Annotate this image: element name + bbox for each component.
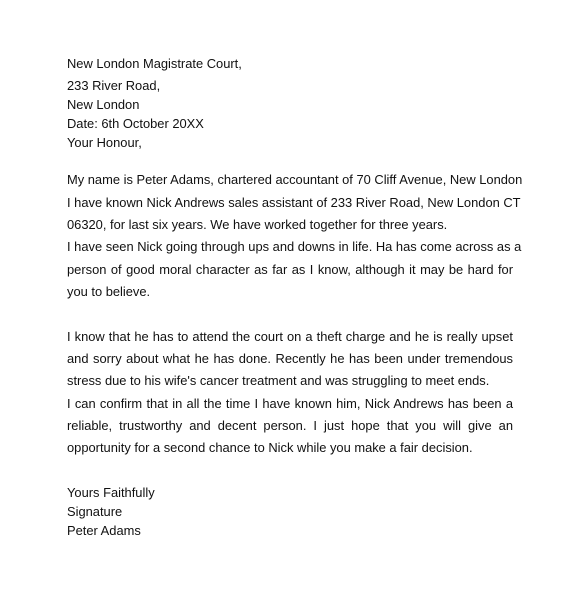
court-name: New London Magistrate Court,	[67, 56, 242, 71]
letter-date: Date: 6th October 20XX	[67, 116, 204, 131]
sender-name: Peter Adams	[67, 523, 141, 538]
paragraph-line: you to believe.	[67, 284, 151, 299]
paragraph-line: I know that he has to attend the court on a theft charge and he is really upset	[67, 329, 513, 344]
court-city: New London	[67, 97, 140, 112]
paragraph-line: I can confirm that in all the time I have known him, Nick Andrews has been a	[67, 396, 513, 411]
paragraph-line: person of good moral character as far as I know, although it may be hard for	[67, 262, 513, 277]
salutation: Your Honour,	[67, 135, 142, 150]
paragraph-line: I have known Nick Andrews sales assistant of 233 River Road, New London CT	[67, 195, 521, 210]
paragraph-line: stress due to his wife's cancer treatment and was struggling to meet ends.	[67, 373, 490, 388]
paragraph-line: and sorry about what he has done. Recently he has been under tremendous	[67, 351, 513, 366]
paragraph-line: I have seen Nick going through ups and downs in life. Ha has come across as a	[67, 239, 522, 254]
signature-label: Signature	[67, 504, 123, 519]
paragraph-line: reliable, trustworthy and decent person. I just hope that you will give an	[67, 418, 513, 433]
valediction: Yours Faithfully	[67, 485, 155, 500]
paragraph-line: opportunity for a second chance to Nick while you make a fair decision.	[67, 440, 473, 455]
paragraph-line: 06320, for last six years. We have worked together for three years.	[67, 217, 448, 232]
court-street: 233 River Road,	[67, 78, 161, 93]
paragraph-line: My name is Peter Adams, chartered accountant of 70 Cliff Avenue, New London	[67, 172, 523, 187]
